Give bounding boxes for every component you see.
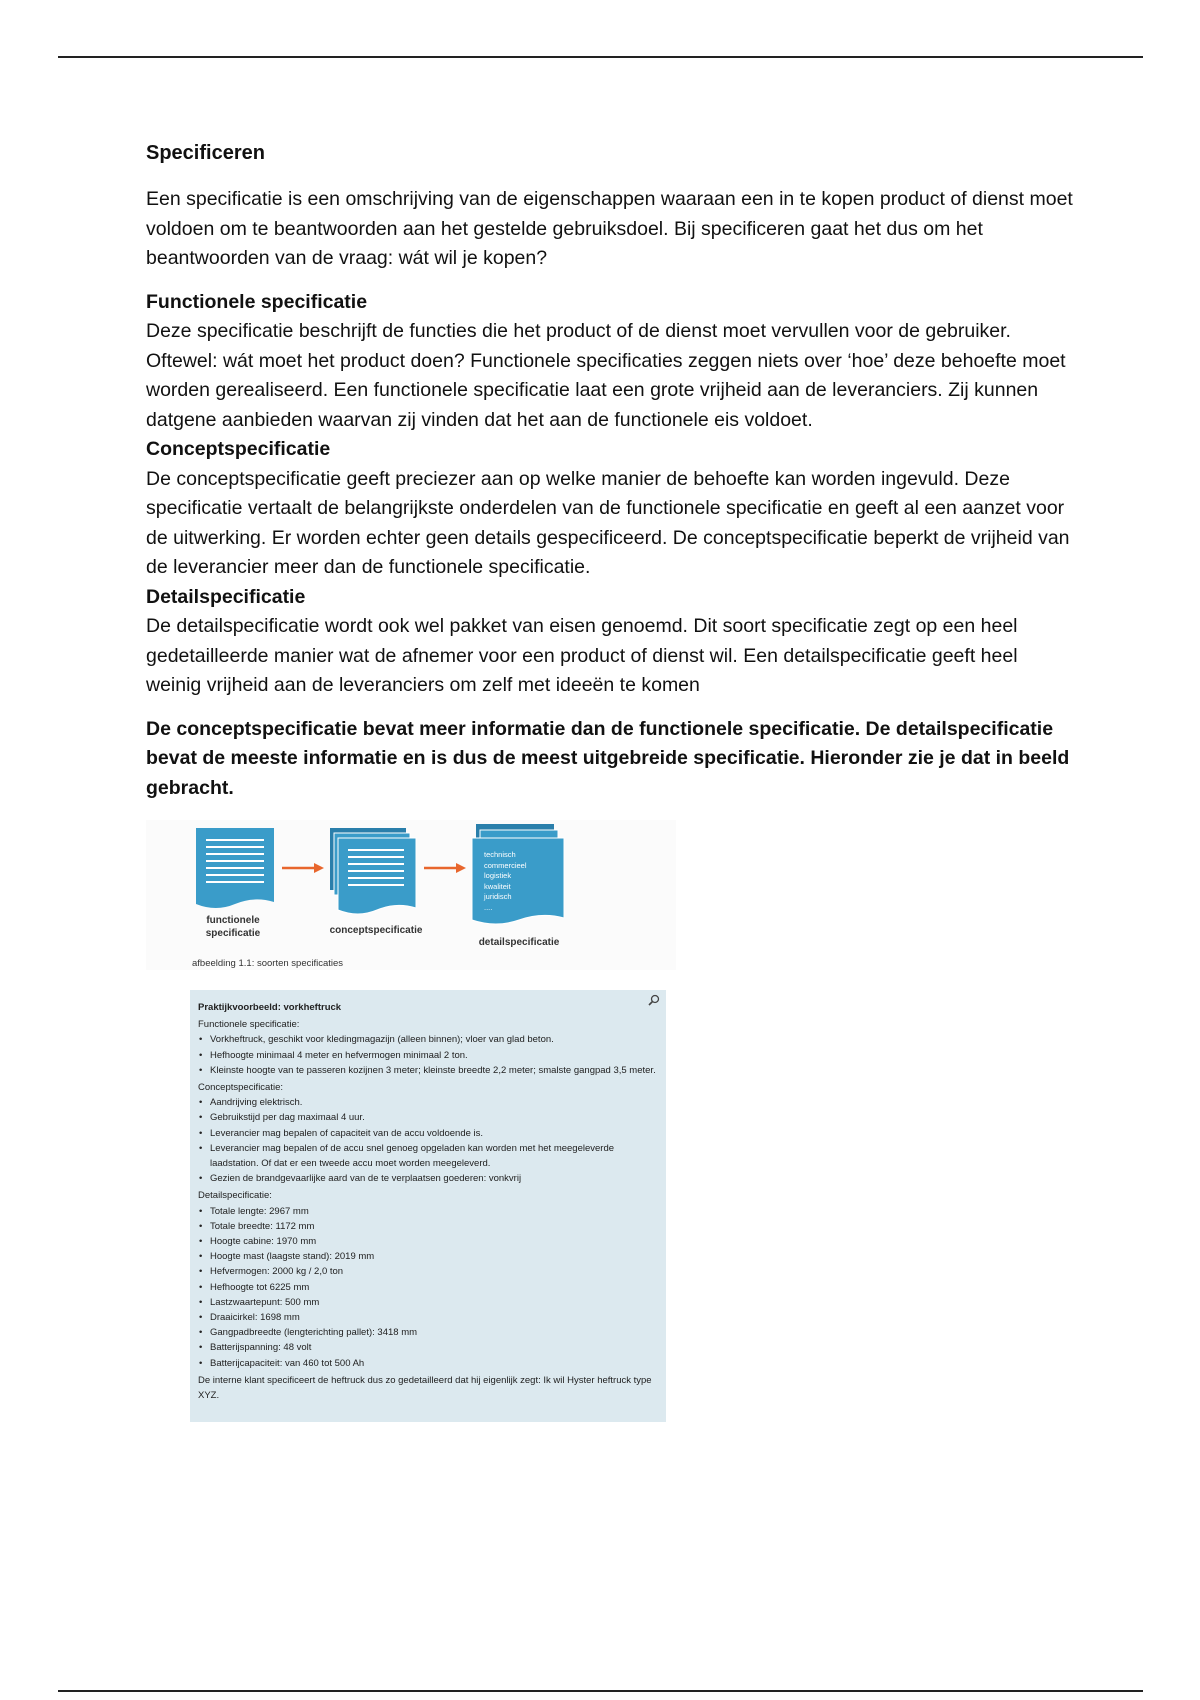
figure-caption: afbeelding 1.1: soorten specificaties	[192, 958, 344, 969]
specification-diagram	[146, 820, 676, 970]
example-footer: De interne klant specificeert de heftruck dus zo gedetailleerd dat hij eigenlijk zegt: Ik wil Hyster heftruck type XYZ.	[198, 1374, 652, 1402]
functional-label: functionele specificatie	[205, 915, 261, 939]
functional-spec-list	[198, 1032, 658, 1078]
list-item: • Gezien de brandgevaarlijke aard van de te verplaatsen goederen: vonkvrij	[210, 1171, 658, 1186]
arrow-icon	[282, 863, 324, 873]
top-rule	[58, 56, 1143, 58]
page-title: Specificeren	[146, 142, 265, 164]
section-title: Functionele specificatie	[146, 290, 368, 313]
detail-item: technisch	[484, 850, 516, 859]
detail-item: juridisch	[484, 892, 512, 901]
section-text: De conceptspecificatie geeft preciezer aan op welke manier de behoefte kan worden ingevuld. Deze specificatie vertaalt de belangrijkste onderdelen van de functionele specificatie en geeft al een aanzet voor de uitwerking. Er worden echter geen details gespecificeerd. De conceptspecificatie beperkt de vrijheid van de leverancier meer dan de functionele specificatie.	[146, 467, 1070, 578]
list-item: • Draaicirkel: 1698 mm	[210, 1310, 658, 1325]
list-item: • Gangpadbreedte (lengterichting pallet): 3418 mm	[210, 1325, 658, 1340]
section-title: Conceptspecificatie	[146, 438, 331, 460]
detail-label: detailspecificatie	[478, 937, 560, 948]
detail-spec-list	[198, 1204, 658, 1371]
section-concept	[146, 435, 1076, 583]
concept-doc-icon	[330, 828, 416, 914]
diagram-graphic	[146, 820, 676, 970]
list-item: • Hoogte mast (laagste stand): 2019 mm	[210, 1249, 658, 1264]
list-item: • Hefhoogte minimaal 4 meter en hefvermogen minimaal 2 ton.	[210, 1048, 658, 1063]
document-body	[146, 142, 1076, 803]
arrow-icon	[424, 863, 466, 873]
section-text: De detailspecificatie wordt ook wel pakket van eisen genoemd. Dit soort specificatie zegt op een heel gedetailleerde manier wat de afnemer voor een product of dienst wil. Een detailspecificatie geeft heel weinig vrijheid aan de leveranciers om zelf met ideeën te komen	[146, 615, 1018, 696]
list-item: • Kleinste hoogte van te passeren kozijnen 3 meter; kleinste breedte 2,2 meter; smalste gangpad 3,5 meter.	[210, 1063, 658, 1078]
list-item: • Hoogte cabine: 1970 mm	[210, 1234, 658, 1249]
detail-item: logistiek	[484, 871, 512, 880]
intro-paragraph: Een specificatie is een omschrijving van de eigenschappen waaraan een in te kopen product of dienst moet voldoen om te beantwoorden aan het gestelde gebruiksdoel. Bij specificeren gaat het dus om het beantwoorden van de vraag: wát wil je kopen?	[146, 188, 1073, 269]
bottom-rule	[58, 1690, 1143, 1692]
list-item: • Leverancier mag bepalen of capaciteit van de accu voldoende is.	[210, 1126, 658, 1141]
list-item: • Totale breedte: 1172 mm	[210, 1219, 658, 1234]
detail-spec-label: Detailspecificatie:	[198, 1190, 272, 1202]
zoom-icon[interactable]	[648, 994, 660, 1006]
concept-label: conceptspecificatie	[329, 925, 423, 936]
section-title: Detailspecificatie	[146, 585, 306, 608]
summary-note: De conceptspecificatie bevat meer informatie dan de functionele specificatie. De detailspecificatie bevat de meeste informatie en is dus de meest uitgebreide specificatie. Hieronder zie je dat in beeld gebracht.	[146, 717, 1070, 799]
list-item: • Vorkheftruck, geschikt voor kledingmagazijn (alleen binnen); vloer van glad beton.	[210, 1032, 658, 1047]
list-item: • Gebruikstijd per dag maximaal 4 uur.	[210, 1110, 658, 1125]
functional-spec-label: Functionele specificatie:	[198, 1019, 300, 1031]
specification-figure	[146, 820, 676, 1430]
list-item: • Hefhoogte tot 6225 mm	[210, 1280, 658, 1295]
list-item: • Aandrijving elektrisch.	[210, 1095, 658, 1110]
list-item: • Hefvermogen: 2000 kg / 2,0 ton	[210, 1264, 658, 1279]
detail-item: kwaliteit	[484, 881, 511, 891]
section-text: Deze specificatie beschrijft de functies die het product of de dienst moet vervullen voor de gebruiker. Oftewel: wát moet het product doen? Functionele specificaties zeggen niets over ‘hoe’ deze behoefte moet worden gerealiseerd. Een functionele specificatie laat een grote vrijheid aan de leveranciers. Zij kunnen datgene aanbieden waarvan zij vinden dat het aan de functionele eis voldoet.	[146, 320, 1066, 431]
concept-spec-label: Conceptspecificatie:	[198, 1082, 284, 1094]
list-item: • Batterijspanning: 48 volt	[210, 1340, 658, 1355]
list-item: • Batterijcapaciteit: van 460 tot 500 Ah	[210, 1356, 658, 1371]
example-title: Praktijkvoorbeeld: vorkheftruck	[198, 1002, 342, 1013]
concept-spec-list	[198, 1095, 658, 1186]
section-detail	[146, 583, 1076, 701]
detail-item: commercieel	[484, 860, 527, 870]
example-panel	[190, 990, 666, 1422]
detail-items-list	[484, 850, 527, 913]
list-item: • Lastzwaartepunt: 500 mm	[210, 1295, 658, 1310]
list-item: • Totale lengte: 2967 mm	[210, 1204, 658, 1219]
list-item: • Leverancier mag bepalen of de accu snel genoeg opgeladen kan worden met het meegeleverde laadstation. Of dat er een tweede accu moet worden meegeleverd.	[210, 1141, 658, 1171]
detail-item: ....	[484, 902, 493, 912]
section-functional	[146, 288, 1076, 436]
functional-doc-icon	[196, 828, 274, 908]
